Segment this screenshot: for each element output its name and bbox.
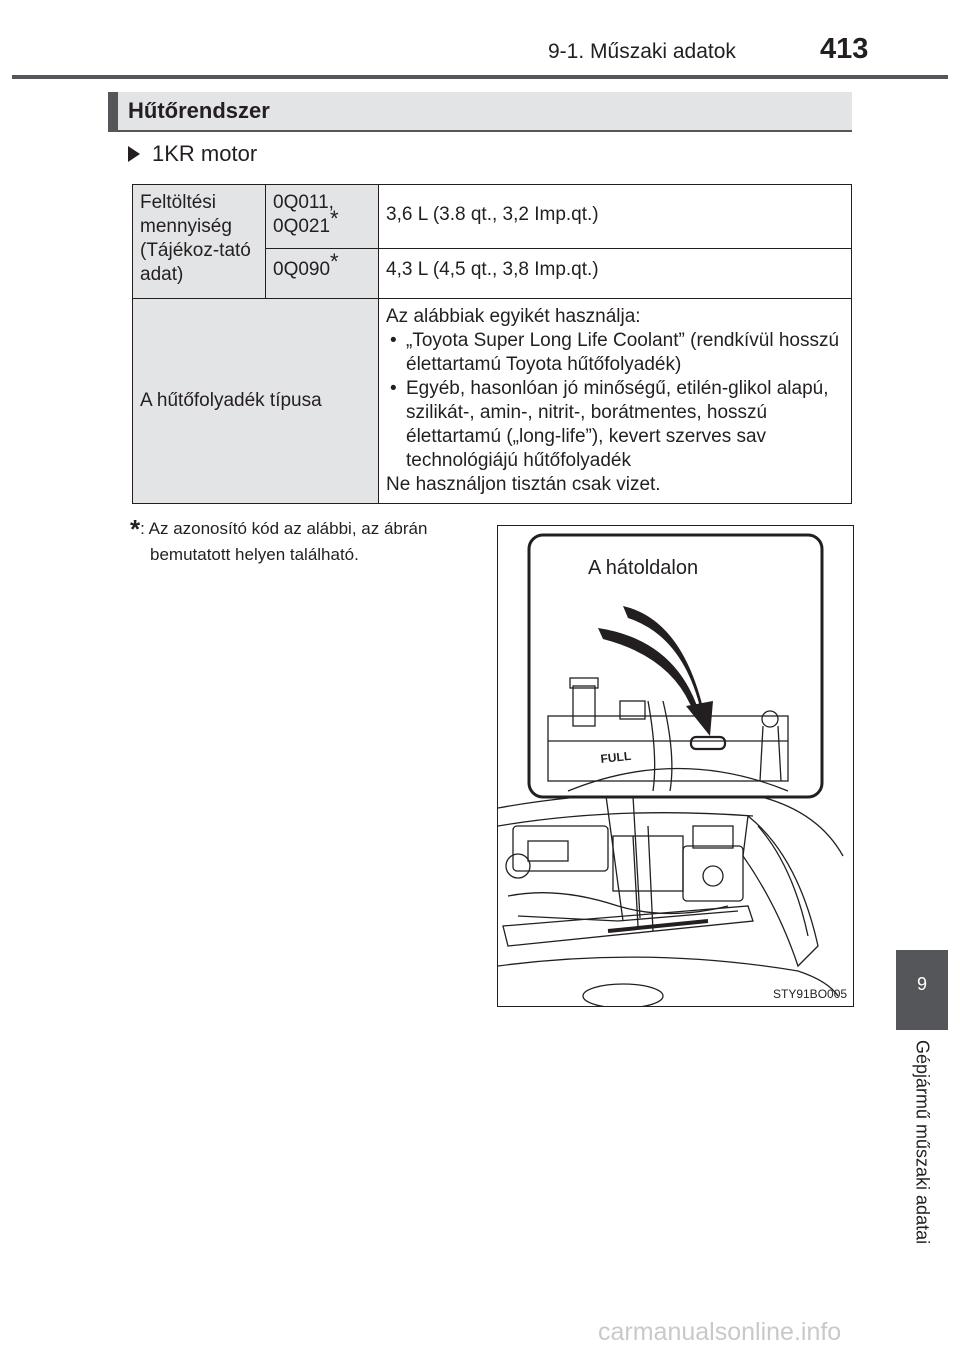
figure-callout: A hátoldalon — [588, 557, 699, 579]
chapter-tab-label-text: Gépjármű műszaki adatai — [912, 1040, 933, 1245]
triangle-bullet-icon — [128, 146, 140, 162]
coolant-option-list — [386, 329, 844, 473]
engine-code: 0Q090 — [273, 259, 331, 280]
chapter-tab-number: 9 — [896, 950, 948, 1030]
coolant-footer: Ne használjon tisztán csak vizet. — [386, 474, 661, 495]
section-heading-bar — [108, 92, 118, 132]
tank-full-label: FULL — [599, 748, 632, 766]
engine-bay-illustration — [497, 525, 854, 1007]
engine-code: 0Q011, 0Q021 — [273, 192, 334, 237]
list-item: • „Toyota Super Long Life Coolant” (rendkívül hosszú élettartamú Toyota hűtőfolyadék) — [386, 329, 844, 377]
footnote-line-2: bemutatott helyen található. — [150, 545, 359, 564]
list-item: • Egyéb, hasonlóan jó minőségű, etilén-glikol alapú, szilikát-, amin-, nitrit-, borátmentes, hosszú élettartamú („long-life”), kevert szerves sav technológiájú hűtőfolyadék — [386, 377, 844, 473]
asterisk-mark: * — [330, 206, 339, 231]
section-title: Hűtőrendszer — [128, 98, 270, 123]
asterisk-mark: * — [330, 249, 339, 274]
engine-code-cell — [266, 185, 379, 249]
subsection-title: 1KR motor — [152, 141, 258, 166]
header-rule — [12, 75, 948, 79]
table-row — [133, 299, 852, 504]
coolant-intro: Az alábbiak egyikét használja: — [386, 306, 641, 327]
capacity-value: 4,3 L (4,5 qt., 3,8 Imp.qt.) — [379, 249, 852, 299]
footnote-line-1: : Az azonosító kód az alábbi, az ábrán — [140, 519, 428, 538]
chapter-tab-label — [900, 1040, 944, 1280]
watermark: carmanualsonline.info — [598, 1318, 842, 1346]
engine-code-cell — [266, 249, 379, 299]
figure-code: STY91BO005 — [773, 987, 848, 1001]
capacity-value: 3,6 L (3.8 qt., 3,2 Imp.qt.) — [379, 185, 852, 249]
coolant-type-desc — [379, 299, 852, 504]
header-section-title: 9-1. Műszaki adatok — [548, 40, 736, 63]
page-number: 413 — [820, 33, 869, 65]
coolant-spec-table — [132, 184, 852, 504]
capacity-label: Feltöltési mennyiség (Tájékoz-tató adat) — [133, 185, 266, 299]
table-row — [133, 185, 852, 249]
subsection-heading — [128, 141, 257, 167]
engine-bay-drawing — [498, 526, 853, 1006]
coolant-type-label: A hűtőfolyadék típusa — [133, 299, 379, 504]
section-heading — [108, 92, 852, 132]
footnote — [130, 516, 490, 568]
footnote-marker: * — [130, 514, 141, 544]
